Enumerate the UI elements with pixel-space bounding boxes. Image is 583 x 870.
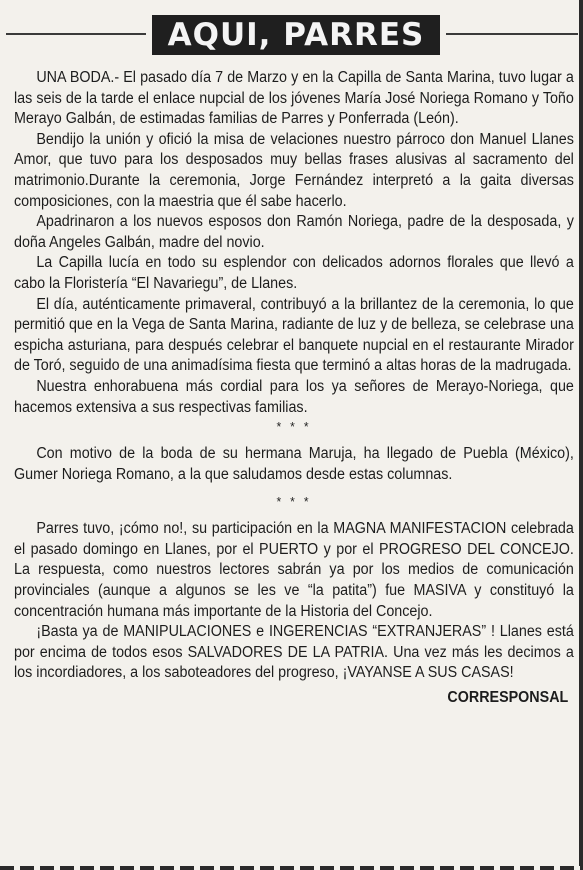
- paragraph-basta: ¡Basta ya de MANIPULACIONES e INGERENCIAS “EXTRANJERAS” ! Llanes está por encima de todos esos SALVADORES DE LA PATRIA. Una vez más les decimos a los incordiadores, a los saboteadores del progreso, ¡VAYANSE A SUS CASAS!: [14, 623, 574, 682]
- article-body: [14, 68, 574, 709]
- headline-rule-right: [446, 33, 578, 35]
- separator-stars-1: * * *: [276, 419, 312, 435]
- paragraph-padrinos: Apadrinaron a los nuevos esposos don Ramón Noriega, padre de la desposada, y doña Angeles Galbán, madre del novio.: [14, 213, 574, 251]
- spacer: [14, 436, 574, 444]
- separator-stars-2: * * *: [276, 494, 312, 510]
- column-border-bottom: [0, 866, 583, 870]
- headline-banner: [152, 15, 440, 55]
- headline: AQUI, PARRES: [167, 17, 425, 53]
- paragraph-mexico: Con motivo de la boda de su hermana Maruja, ha llegado de Puebla (México), Gumer Noriega Romano, a la que saludamos desde estas columnas.: [14, 445, 574, 483]
- paragraph-enhorabuena: Nuestra enhorabuena más cordial para los ya señores de Merayo-Noriega, que hacemos extensiva a sus respectivas familias.: [14, 377, 574, 416]
- signature: CORRESPONSAL: [447, 689, 569, 707]
- paragraph-dia: El día, auténticamente primaveral, contribuyó a la brillantez de la ceremonia, lo que permitió que en la Vega de Santa Marina, radiante de luz y de belleza, se celebrase una espicha asturiana, para después celebrar el banquete nupcial en el restaurante Mirador de Toró, seguido de una animadísima fiesta que terminó a altas horas de la madrugada.: [14, 295, 574, 375]
- paragraph-capilla: La Capilla lucía en todo su esplendor con delicados adornos florales que llevó a cabo la Floristería “El Navariegu”, de Llanes.: [14, 254, 574, 292]
- paragraph-manifestacion: Parres tuvo, ¡cómo no!, su participación en la MAGNA MANIFESTACION celebrada el pasado domingo en Llanes, por el PUERTO y por el PROGRESO DEL CONCEJO. La respuesta, como nuestros lectores sabrán ya por los medios de comunicación provinciales (aunque a algunos se les ve “la patita”) fue MASIVA y constituyó la concentración humana más importante de la Historia del Concejo.: [14, 520, 574, 620]
- spacer: [14, 485, 574, 493]
- paragraph-boda: UNA BODA.- El pasado día 7 de Marzo y en la Capilla de Santa Marina, tuvo lugar a las seis de la tarde el enlace nupcial de los jóvenes María José Noriega Romano y Toño Merayo Galbán, de estimadas familias de Parres y Ponferrada (León).: [14, 69, 574, 128]
- paragraph-bendicion: Bendijo la unión y ofició la misa de velaciones nuestro párroco don Manuel Llanes Amor, que tuvo para los desposados muy bellas frases alusivas al sacramento del matrimonio.Durante la ceremonia, Jorge Fernández interpretó a la gaita diversas composiciones, con la maestria que él sabe hacerlo.: [14, 130, 574, 210]
- column-border-right: [579, 0, 583, 870]
- headline-rule-left: [6, 33, 146, 35]
- spacer: [14, 511, 574, 519]
